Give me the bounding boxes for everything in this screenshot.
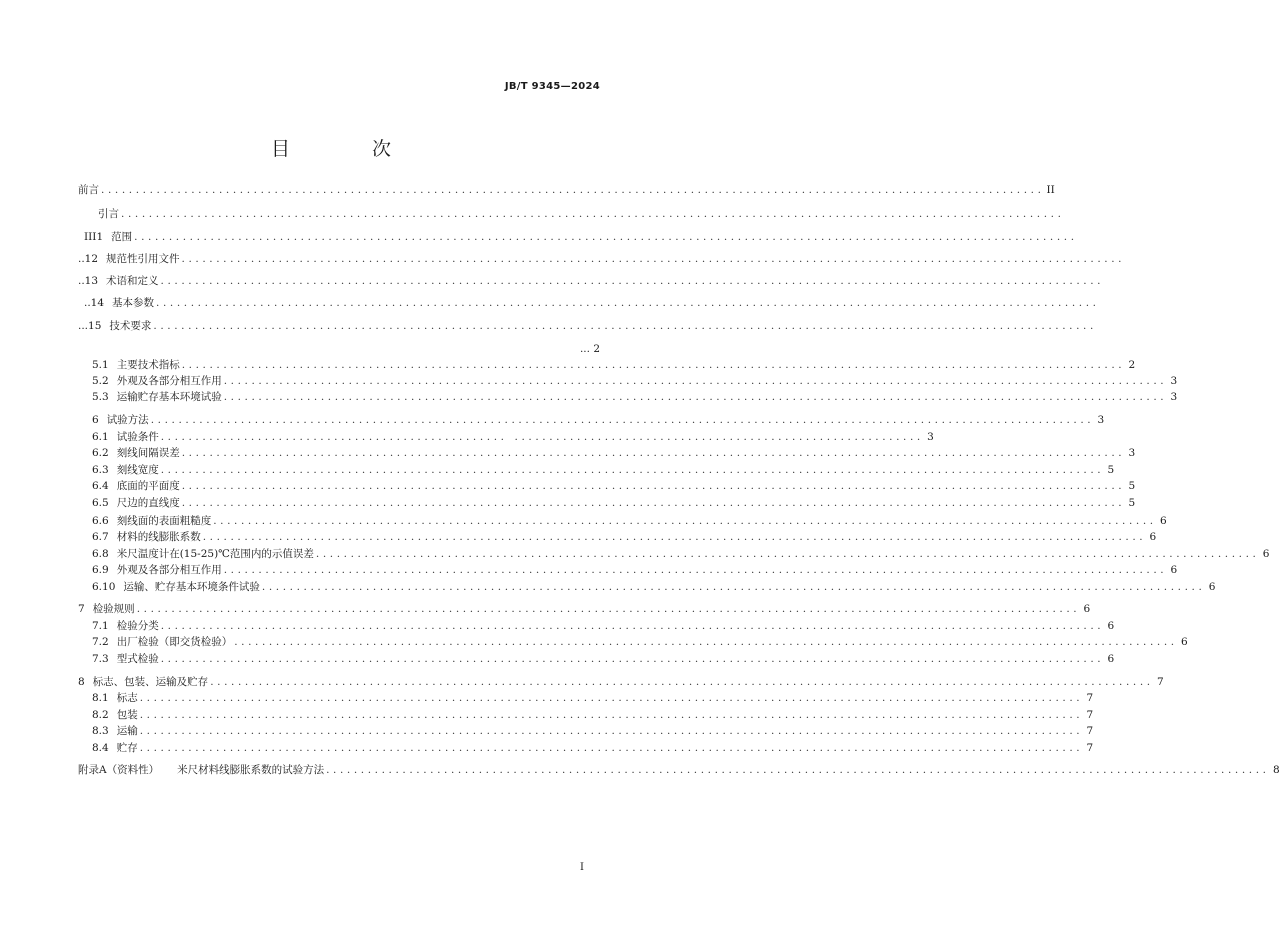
toc-entry[interactable] bbox=[78, 252, 1126, 266]
toc-entry-number: 6.8 bbox=[92, 548, 109, 560]
toc-leader-dots: ........................................................................................................................................ bbox=[160, 653, 1105, 665]
toc-leader-dots: ........................................................................................................................................ bbox=[213, 515, 1157, 527]
toc-entry-label: 贮存 bbox=[116, 742, 138, 754]
toc-entry-label: 尺边的直线度 bbox=[116, 497, 180, 509]
toc-entry-label: 运输、贮存基本环境条件试验 bbox=[123, 581, 260, 593]
toc-entry-number: ..13 bbox=[78, 275, 99, 287]
toc-leader-dots: ........................................................................................................................................ bbox=[160, 464, 1105, 476]
toc-entry-number: 8.4 bbox=[92, 742, 109, 754]
toc-entry-label: 米尺温度计在(15-25)℃范围内的示值误差 bbox=[116, 548, 314, 560]
toc-leader-dots: ........................................................................................................................................ bbox=[181, 447, 1126, 459]
toc-entry-number: ..12 bbox=[78, 253, 99, 265]
toc-leader-dots: ........................................................................................................................................ bbox=[181, 359, 1126, 371]
standard-code: JB/T 9345—2024 bbox=[504, 81, 600, 92]
toc-entry[interactable] bbox=[92, 724, 1094, 738]
toc-entry-number: 6 bbox=[92, 414, 99, 426]
toc-entry-page: ... 2 bbox=[579, 343, 600, 355]
toc-entry-label: 引言 bbox=[98, 208, 119, 220]
toc-leader-dots: ........................................................................................................................................ bbox=[223, 375, 1168, 387]
toc-entry[interactable] bbox=[92, 374, 1178, 388]
toc-entry-label: 技术要求 bbox=[109, 320, 152, 332]
toc-entry[interactable] bbox=[92, 652, 1115, 666]
toc-leader-dots: ........................................................................................................................................ bbox=[181, 497, 1126, 509]
toc-entry[interactable] bbox=[78, 319, 1097, 333]
toc-entry[interactable] bbox=[84, 230, 1078, 244]
toc-leader-dots: ........................................................................................................................................ bbox=[234, 636, 1178, 648]
toc-entry-page: 7 bbox=[1086, 742, 1094, 754]
toc-leader-dots: ........................................................................................................................................ bbox=[181, 253, 1126, 265]
toc-entry-number: 6.9 bbox=[92, 564, 109, 576]
toc-entry-label: 标志 bbox=[116, 692, 138, 704]
toc-entry-label: 刻线面的表面粗糙度 bbox=[116, 515, 212, 527]
toc-entry-page: 5 bbox=[1107, 464, 1115, 476]
toc-leader-dots: ........................................................................................................................................ bbox=[153, 320, 1097, 332]
toc-entry[interactable] bbox=[92, 547, 1270, 561]
toc-entry-page: 6 bbox=[1107, 620, 1115, 632]
toc-entry-number: 5.1 bbox=[92, 359, 109, 371]
toc-leader-dots: ........................................................................................................................................ bbox=[223, 391, 1168, 403]
toc-entry-page: 7 bbox=[1086, 692, 1094, 704]
toc-entry[interactable] bbox=[560, 342, 600, 356]
toc-entry-number: 6.3 bbox=[92, 464, 109, 476]
toc-entry-page: 5 bbox=[1128, 480, 1136, 492]
toc-entry-number: 7 bbox=[78, 603, 85, 615]
toc-leader-dots: ........................................................................................................................................ bbox=[139, 725, 1084, 737]
toc-leader-dots: ........................................................................................................................................ bbox=[181, 480, 1126, 492]
toc-entry[interactable] bbox=[92, 463, 1115, 477]
toc-entry-label: 出厂检验（即交货检验） bbox=[116, 636, 233, 648]
toc-entry[interactable] bbox=[92, 413, 1105, 427]
toc-entry-page: 7 bbox=[1157, 676, 1164, 688]
toc-entry[interactable] bbox=[78, 602, 1091, 616]
toc-entry-number: 8.1 bbox=[92, 692, 109, 704]
toc-entry-page: 6 bbox=[1083, 603, 1091, 615]
toc-entry-page: 6 bbox=[1149, 531, 1157, 543]
toc-entry-label: 标志、包装、运输及贮存 bbox=[92, 676, 209, 688]
toc-leader-dots: ........................................................................................................................................ bbox=[326, 764, 1270, 776]
toc-entry[interactable] bbox=[78, 274, 1105, 288]
toc-entry-number: 7.2 bbox=[92, 636, 109, 648]
toc-entry-number: 5.2 bbox=[92, 375, 109, 387]
toc-entry[interactable] bbox=[92, 530, 1157, 544]
toc-entry-label: 米尺材料线膨胀系数的试验方法 bbox=[177, 764, 325, 776]
toc-entry-label: 前言 bbox=[78, 184, 99, 196]
toc-entry-number: ..14 bbox=[84, 297, 105, 309]
toc-entry-number: 6.7 bbox=[92, 531, 109, 543]
toc-entry-number: 7.1 bbox=[92, 620, 109, 632]
toc-entry-label: 包装 bbox=[116, 709, 138, 721]
toc-leader-dots: ........................................................................................................................................ bbox=[150, 414, 1095, 426]
toc-leader-dots: .................................................. ........................................................... bbox=[160, 431, 924, 443]
toc-leader-dots: ........................................................................................................................................ bbox=[210, 676, 1154, 688]
toc-leader-dots: ........................................................................................................................................ bbox=[261, 581, 1206, 593]
toc-entry-number: 7.3 bbox=[92, 653, 109, 665]
toc-leader-dots: ........................................................................................................................................ bbox=[315, 548, 1260, 560]
toc-entry-page: 8 bbox=[1272, 764, 1280, 776]
toc-leader-dots: ........................................................................................................................................ bbox=[139, 692, 1084, 704]
toc-entry[interactable] bbox=[92, 635, 1188, 649]
toc-entry[interactable] bbox=[92, 580, 1216, 594]
toc-entry-label: 试验方法 bbox=[106, 414, 149, 426]
toc-entry-page: 3 bbox=[1170, 391, 1178, 403]
toc-entry[interactable] bbox=[92, 358, 1136, 372]
toc-entry-number: 6.5 bbox=[92, 497, 109, 509]
toc-entry-number: 6.1 bbox=[92, 431, 109, 443]
toc-entry-page: 6 bbox=[1208, 581, 1216, 593]
toc-entry-label: 运输 bbox=[116, 725, 138, 737]
toc-entry-page: 7 bbox=[1086, 709, 1094, 721]
toc-leader-dots: ........................................................................................................................................ bbox=[134, 231, 1078, 243]
toc-entry[interactable] bbox=[92, 514, 1167, 528]
toc-entry-page: 6 bbox=[1170, 564, 1178, 576]
toc-entry-page: 3 bbox=[1170, 375, 1178, 387]
toc-entry-page: 2 bbox=[1128, 359, 1136, 371]
toc-entry-number: 6.4 bbox=[92, 480, 109, 492]
toc-entry-label: 术语和定义 bbox=[106, 275, 159, 287]
page-number: I bbox=[580, 862, 584, 873]
toc-entry[interactable] bbox=[84, 296, 1100, 310]
toc-entry-number: 8 bbox=[78, 676, 85, 688]
toc-entry[interactable] bbox=[92, 390, 1178, 404]
toc-entry-label: 底面的平面度 bbox=[116, 480, 180, 492]
toc-entry[interactable] bbox=[78, 183, 1055, 197]
toc-entry-page: 3 bbox=[1097, 414, 1105, 426]
toc-leader-dots: ........................................................................................................................................ bbox=[160, 620, 1105, 632]
toc-entry-label: 主要技术指标 bbox=[116, 359, 180, 371]
toc-entry[interactable] bbox=[92, 430, 934, 444]
toc-entry-label: 检验分类 bbox=[116, 620, 159, 632]
toc-entry-label: 试验条件 bbox=[116, 431, 159, 443]
toc-entry[interactable] bbox=[78, 763, 1280, 777]
toc-entry-number: III1 bbox=[84, 231, 104, 243]
toc-leader-dots: ........................................................................................................................................ bbox=[136, 603, 1081, 615]
toc-entry[interactable] bbox=[98, 207, 1065, 221]
toc-entry-number: ...15 bbox=[78, 320, 102, 332]
toc-entry-page: 6 bbox=[1262, 548, 1270, 560]
toc-entry-label: 运输贮存基本环境试验 bbox=[116, 391, 222, 403]
toc-entry-label: 检验规则 bbox=[92, 603, 135, 615]
toc-entry-label: 型式检验 bbox=[116, 653, 159, 665]
toc-leader-dots: ........................................................................................................................................ bbox=[202, 531, 1147, 543]
toc-leader-dots: ........................................................................................................................................ bbox=[101, 184, 1045, 196]
toc-entry-page: 6 bbox=[1181, 636, 1188, 648]
toc-entry[interactable] bbox=[78, 675, 1164, 689]
toc-entry-page: 3 bbox=[1128, 447, 1136, 459]
toc-leader-dots: ........................................................................................................................................ bbox=[139, 709, 1084, 721]
toc-entry[interactable] bbox=[92, 496, 1136, 510]
toc-entry-page: 6 bbox=[1107, 653, 1115, 665]
toc-entry-label: 外观及各部分相互作用 bbox=[116, 564, 222, 576]
toc-entry-page: II bbox=[1046, 184, 1055, 196]
toc-entry-page: 3 bbox=[927, 431, 934, 443]
toc-leader-dots: ........................................................................................................................................ bbox=[160, 275, 1105, 287]
toc-entry-label: 材料的线膨胀系数 bbox=[116, 531, 201, 543]
toc-leader-dots: ........................................................................................................................................ bbox=[139, 742, 1084, 754]
toc-entry-number: 6.10 bbox=[92, 581, 116, 593]
toc-entry[interactable] bbox=[92, 446, 1136, 460]
toc-entry-number: 5.3 bbox=[92, 391, 109, 403]
toc-entry-page: 7 bbox=[1086, 725, 1094, 737]
toc-entry-label: 规范性引用文件 bbox=[106, 253, 180, 265]
toc-leader-dots: ........................................................................................................................................ bbox=[156, 297, 1100, 309]
toc-leader-dots: ........................................................................................................................................ bbox=[223, 564, 1168, 576]
toc-entry-number: 6.6 bbox=[92, 515, 109, 527]
toc-entry-label: 范围 bbox=[111, 231, 133, 243]
toc-entry[interactable] bbox=[92, 563, 1178, 577]
toc-entry-number: 附录A（资料性） bbox=[78, 764, 160, 776]
toc-leader-dots: ........................................................................................................................................ bbox=[121, 208, 1065, 220]
toc-entry-number: 8.3 bbox=[92, 725, 109, 737]
toc-entry-label: 基本参数 bbox=[112, 297, 155, 309]
toc-entry[interactable] bbox=[92, 619, 1115, 633]
toc-entry[interactable] bbox=[92, 479, 1136, 493]
toc-entry-label: 刻线间隔误差 bbox=[116, 447, 180, 459]
toc-entry-label: 刻线宽度 bbox=[116, 464, 159, 476]
toc-entry[interactable] bbox=[92, 691, 1094, 705]
toc-entry[interactable] bbox=[92, 708, 1094, 722]
toc-entry-number: 6.2 bbox=[92, 447, 109, 459]
toc-entry-page: 5 bbox=[1128, 497, 1136, 509]
page-title: 目 次 bbox=[270, 138, 430, 160]
toc-entry-number: 8.2 bbox=[92, 709, 109, 721]
toc-entry-label: 外观及各部分相互作用 bbox=[116, 375, 222, 387]
toc-entry-page: 6 bbox=[1160, 515, 1167, 527]
toc-entry[interactable] bbox=[92, 741, 1094, 755]
